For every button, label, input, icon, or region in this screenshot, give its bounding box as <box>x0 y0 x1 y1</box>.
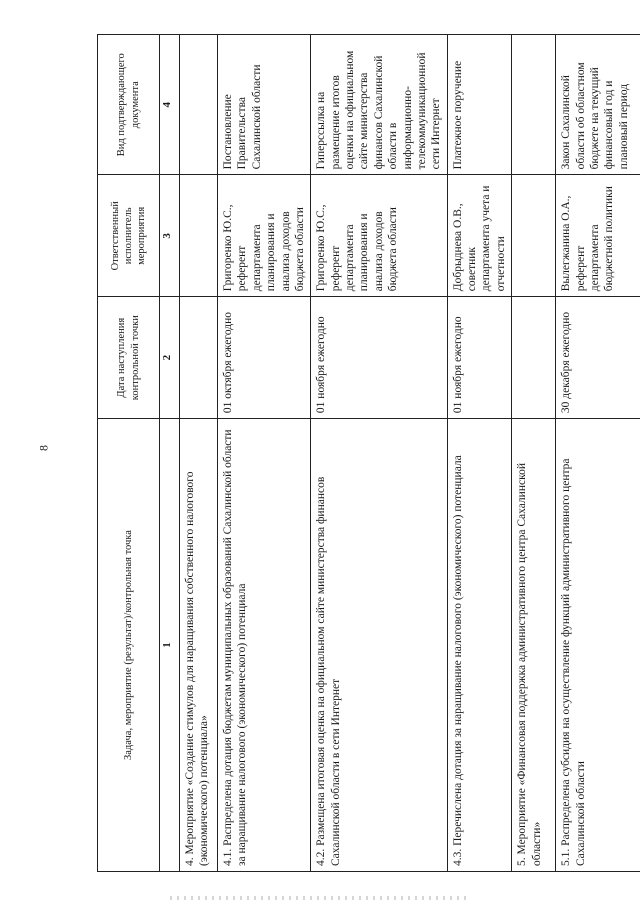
row-5-1-date: 30 декабря ежегодно <box>556 297 640 419</box>
row-4-1-task: 4.1. Распределена дотация бюджетам муниципальных образований Сахалинской области за наращивание налогового (экономического) потенциала <box>218 419 311 872</box>
page-number: 8 <box>36 445 51 451</box>
row-4-3-date: 01 ноября ежегодно <box>447 297 512 419</box>
row-4-2-document: Гиперссылка на размещение итогов оценки на официальном сайте министерства финансов Сахалинской области в информационно-телекоммуникационной сети Интернет <box>311 35 447 175</box>
table-row-4-2 <box>311 35 447 872</box>
column-number-row <box>160 35 180 872</box>
control-points-table <box>97 34 640 872</box>
column-number-2: 2 <box>160 297 180 419</box>
header-task: Задача, мероприятие (результат)/контрольная точка <box>98 419 160 872</box>
table-row-4-3 <box>447 35 512 872</box>
row-4-2-responsible: Григоренко Ю.С., референт департамента планирования и анализа доходов бюджета области <box>311 175 447 297</box>
header-document: Вид подтверждающего документа <box>98 35 160 175</box>
table-row-section-4 <box>180 35 218 872</box>
row-4-3-document: Платежное поручение <box>447 35 512 175</box>
row-4-3-task: 4.3. Перечислена дотация за наращивание налогового (экономического) потенциала <box>447 419 512 872</box>
row-4-2-date: 01 ноября ежегодно <box>311 297 447 419</box>
table-row-section-5 <box>512 35 556 872</box>
row-4-1-responsible: Григоренко Ю.С., референт департамента планирования и анализа доходов бюджета области <box>218 175 311 297</box>
table-row-5-1 <box>556 35 640 872</box>
scan-artifact <box>170 896 470 900</box>
table-row-4-1 <box>218 35 311 872</box>
row-4-1-date: 01 октября ежегодно <box>218 297 311 419</box>
header-responsible: Ответственный исполнитель мероприятия <box>98 175 160 297</box>
table-header-row <box>98 35 160 872</box>
section-5-title: 5. Мероприятие «Финансовая поддержка административного центра Сахалинской области» <box>512 419 556 872</box>
section-4-title: 4. Мероприятие «Создание стимулов для наращивания собственного налогового (экономического) потенциала» <box>180 419 218 872</box>
row-4-2-task: 4.2. Размещена итоговая оценка на официальном сайте министерства финансов Сахалинской области в сети Интернет <box>311 419 447 872</box>
row-4-1-document: Постановление Правительства Сахалинской области <box>218 35 311 175</box>
column-number-4: 4 <box>160 35 180 175</box>
column-number-1: 1 <box>160 419 180 872</box>
row-5-1-task: 5.1. Распределена субсидия на осуществление функций административного центра Сахалинской области <box>556 419 640 872</box>
row-5-1-document: Закон Сахалинской области об областном бюджете на текущий финансовый год и плановый период <box>556 35 640 175</box>
column-number-3: 3 <box>160 175 180 297</box>
header-date: Дата наступления контрольной точки <box>98 297 160 419</box>
row-4-3-responsible: Добрыднева О.В., советник департамента учета и отчетности <box>447 175 512 297</box>
row-5-1-responsible: Вылегжанина О.А., референт департамента бюджетной политики <box>556 175 640 297</box>
